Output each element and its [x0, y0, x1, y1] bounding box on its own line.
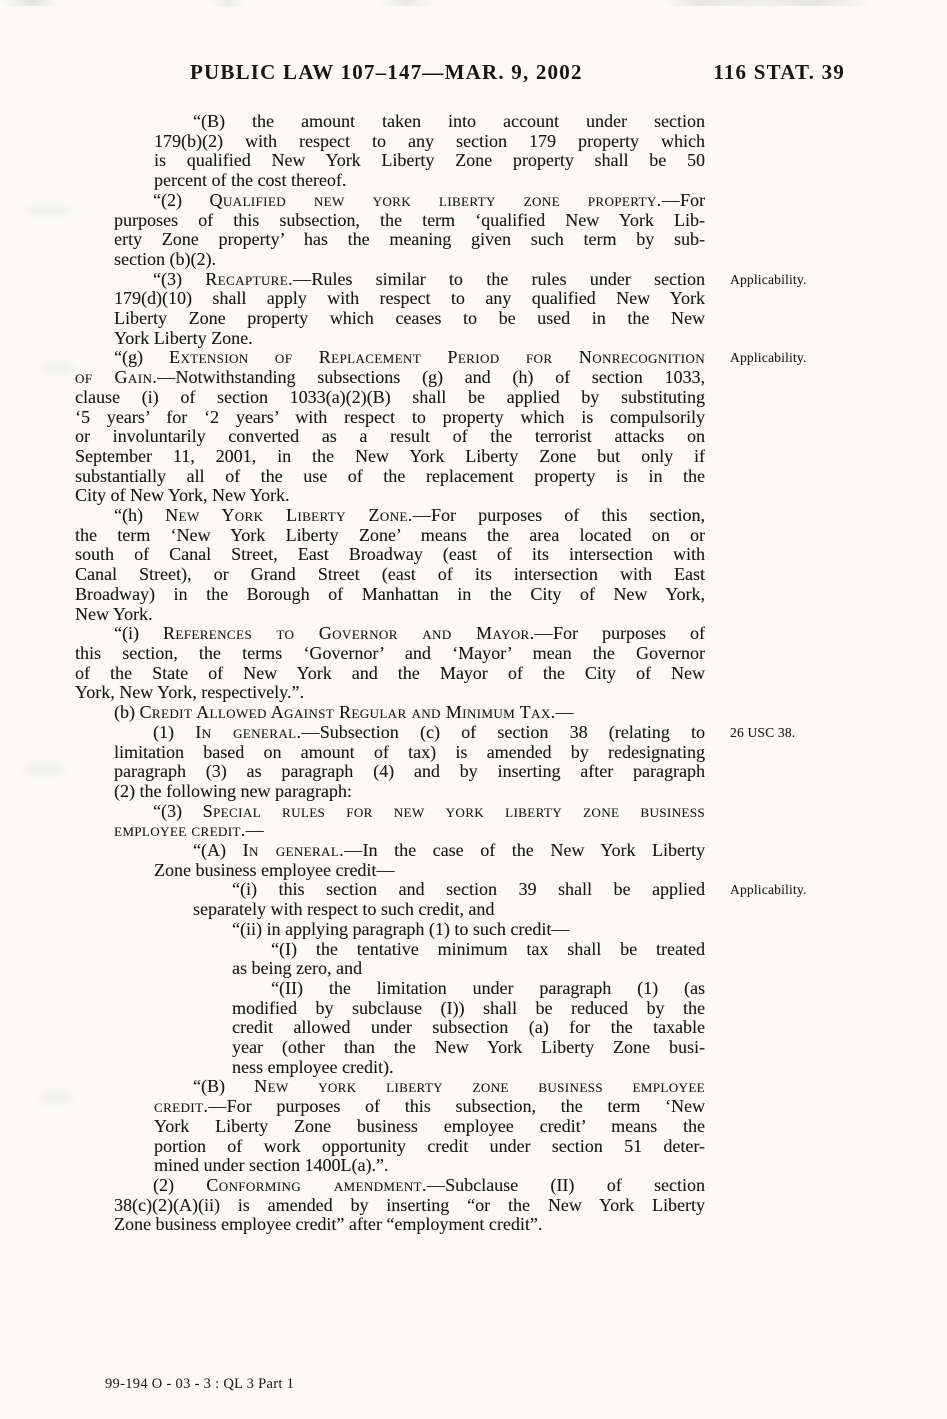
page-header	[0, 60, 947, 86]
text-line	[114, 309, 705, 329]
text-line	[75, 427, 705, 447]
text-line	[114, 191, 705, 211]
small-caps-run: Special rules for new york liberty zone business	[202, 800, 705, 821]
text-run: this section, the terms ‘Governor’ and ‘Mayor’ mean the Governor	[75, 642, 705, 663]
small-caps-run: In general.—	[242, 840, 363, 861]
text-run: Subsection (c) of section 38 (relating to	[319, 721, 705, 742]
small-caps-run: Conforming amendment.—	[206, 1174, 446, 1195]
text-line	[75, 348, 705, 368]
text-line	[75, 526, 705, 546]
text-run: (2) the following new paragraph:	[114, 780, 352, 801]
small-caps-run: Credit Allowed Against Regular and Minimum Tax.—	[139, 702, 574, 723]
statute-paragraph	[75, 721, 796, 802]
text-run: “(ii) in applying paragraph (1) to such credit—	[232, 918, 570, 939]
text-line	[114, 289, 705, 309]
text-run: Notwithstanding subsections (g) and (h) of section 1033,	[175, 367, 706, 388]
text-run: In the case of the New York Liberty	[362, 840, 706, 861]
text-line	[75, 605, 705, 625]
text-line	[75, 368, 705, 388]
text-line	[114, 723, 705, 743]
text-run: section (b)(2).	[114, 248, 216, 269]
text-run: “(i) this section and section 39 shall be applied	[232, 879, 705, 900]
statute-paragraph	[75, 703, 705, 723]
text-line	[114, 1176, 705, 1196]
text-run: “(3)	[153, 268, 206, 289]
text-line	[114, 802, 705, 822]
text-line	[75, 683, 705, 703]
document-body	[75, 111, 807, 1235]
text-line	[75, 585, 705, 605]
text-run: York Liberty Zone.	[114, 327, 253, 348]
scan-edge-artifact	[0, 0, 947, 6]
text-run: “(3)	[153, 800, 203, 821]
small-caps-run: In general.—	[195, 721, 320, 742]
text-line	[154, 1156, 705, 1176]
text-run: year (other than the New York Liberty Zone busi-	[232, 1037, 705, 1058]
statute-paragraph	[75, 940, 705, 979]
text-run: “(h)	[114, 505, 166, 526]
text-run: Zone business employee credit” after “employment credit”.	[114, 1214, 543, 1235]
text-line	[154, 1117, 705, 1137]
text-run: clause (i) of section 1033(a)(2)(B) shall be applied by substituting	[75, 386, 705, 407]
text-run: Zone business employee credit—	[154, 859, 395, 880]
text-run: 179(d)(10) shall apply with respect to any qualified New York	[114, 288, 705, 309]
text-line	[154, 1097, 705, 1117]
text-line	[232, 1018, 705, 1038]
small-caps-run: Extension of Replacement Period for Nonrecognition	[168, 347, 705, 368]
text-run: (2)	[153, 1174, 207, 1195]
text-line	[75, 624, 705, 644]
text-line	[75, 565, 705, 585]
small-caps-run: Qualified new york liberty zone property.—	[209, 189, 680, 210]
text-run: substantially all of the use of the replacement property is in the	[75, 465, 705, 486]
text-run: Rules similar to the rules under section	[311, 268, 705, 289]
text-line	[75, 467, 705, 487]
text-line	[154, 841, 705, 861]
statute-paragraph	[75, 802, 705, 841]
text-line	[154, 1077, 705, 1097]
text-run: For purposes of	[552, 623, 705, 644]
text-run: of the State of New York and the Mayor of the City of New	[75, 662, 705, 683]
text-run: “(B) the amount taken into account under section	[193, 111, 705, 131]
text-run: (1)	[153, 721, 196, 742]
text-run: York Liberty Zone business employee credit’ means the	[154, 1115, 705, 1136]
text-run: south of Canal Street, East Broadway (east of its intersection with	[75, 544, 705, 565]
scan-ghost-smudge	[38, 1092, 72, 1104]
text-line	[193, 920, 705, 940]
text-line	[75, 388, 705, 408]
small-caps-run: employee credit.—	[114, 820, 265, 841]
text-run: City of New York, New York.	[75, 485, 290, 506]
text-run: For	[679, 189, 705, 210]
small-caps-run: of Gain.—	[75, 367, 176, 388]
text-run: (b)	[114, 702, 140, 723]
text-run: “(A)	[193, 840, 243, 861]
margin-note: Applicability.	[730, 271, 807, 287]
small-caps-run: New york liberty zone business employee	[254, 1076, 705, 1097]
text-line	[232, 979, 705, 999]
text-line	[114, 762, 705, 782]
text-line	[75, 644, 705, 664]
statute-paragraph	[75, 112, 705, 191]
text-line	[75, 545, 705, 565]
text-run: “(I) the tentative minimum tax shall be treated	[271, 938, 705, 959]
text-run: paragraph (3) as paragraph (4) and by inserting after paragraph	[114, 761, 705, 782]
text-line	[232, 959, 705, 979]
text-run: Liberty Zone property which ceases to be used in the New	[114, 308, 705, 329]
statute-paragraph	[75, 1176, 705, 1235]
text-run: is qualified New York Liberty Zone property shall be 50	[154, 150, 705, 171]
text-line	[154, 861, 705, 881]
text-line	[75, 447, 705, 467]
statute-paragraph	[75, 979, 705, 1078]
text-line	[232, 999, 705, 1019]
text-line	[114, 1215, 705, 1235]
text-run: as being zero, and	[232, 958, 362, 979]
text-run: portion of work opportunity credit under section 51 deter-	[154, 1135, 705, 1156]
statute-paragraph	[75, 268, 807, 349]
text-run: purposes of this subsection, the term ‘qualified New York Lib-	[114, 209, 705, 230]
small-caps-run: credit.—	[154, 1096, 227, 1117]
text-line	[114, 230, 705, 250]
statute-paragraph	[75, 841, 705, 880]
text-line	[114, 743, 705, 763]
text-run: New York.	[75, 603, 153, 624]
text-line	[232, 1058, 705, 1078]
text-run: York, New York, respectively.”.	[75, 682, 304, 703]
print-code: 99-194 O - 03 - 3 : QL 3 Part 1	[105, 1376, 295, 1392]
statute-paragraph	[75, 191, 705, 270]
public-law-heading: PUBLIC LAW 107–147—MAR. 9, 2002	[190, 60, 583, 84]
text-run: 38(c)(2)(A)(ii) is amended by inserting “or the New York Liberty	[114, 1194, 705, 1215]
text-run: “(B)	[193, 1076, 255, 1097]
text-line	[114, 1196, 705, 1216]
margin-note: Applicability.	[730, 882, 807, 898]
text-run: limitation based on amount of tax) is amended by redesignating	[114, 741, 705, 762]
text-line	[114, 270, 705, 290]
text-run: erty Zone property’ has the meaning given such term by sub-	[114, 229, 705, 250]
text-run: Subclause (II) of section	[445, 1174, 705, 1195]
small-caps-run: Recapture.—	[205, 268, 312, 289]
text-run: Canal Street), or Grand Street (east of its intersection with East	[75, 564, 705, 585]
text-line	[75, 703, 705, 723]
text-line	[232, 1038, 705, 1058]
margin-note: Applicability.	[730, 350, 807, 366]
text-run: “(g)	[114, 347, 169, 368]
statute-page-number: 116 STAT. 39	[713, 60, 845, 84]
text-line	[154, 151, 705, 171]
text-line	[75, 408, 705, 428]
scan-ghost-smudge	[40, 362, 76, 374]
text-line	[154, 171, 705, 191]
text-line	[114, 329, 705, 349]
text-run: “(2)	[153, 189, 210, 210]
text-run: percent of the cost thereof.	[154, 170, 347, 191]
statute-paragraph	[75, 1077, 705, 1176]
small-caps-run: References to Governor and Mayor.—	[163, 623, 553, 644]
text-run: mined under section 1400L(a).”.	[154, 1155, 389, 1176]
text-run: “(II) the limitation under paragraph (1) (as	[271, 977, 705, 998]
text-run: separately with respect to such credit, and	[193, 899, 495, 920]
statute-paragraph	[75, 347, 807, 506]
text-run: Broadway) in the Borough of Manhattan in the City of New York,	[75, 583, 705, 604]
text-line	[193, 900, 705, 920]
text-line	[75, 506, 705, 526]
text-line	[114, 821, 705, 841]
text-run: ness employee credit).	[232, 1056, 394, 1077]
scan-ghost-smudge	[24, 762, 64, 776]
margin-note: 26 USC 38.	[730, 724, 796, 740]
statute-paragraph	[75, 624, 705, 703]
small-caps-run: New York Liberty Zone.—	[165, 505, 432, 526]
text-line	[154, 132, 705, 152]
text-run: September 11, 2001, in the New York Liberty Zone but only if	[75, 445, 705, 466]
text-line	[114, 211, 705, 231]
text-line	[75, 664, 705, 684]
text-run: For purposes of this section,	[431, 505, 705, 526]
text-line	[114, 250, 705, 270]
text-line	[114, 782, 705, 802]
text-line	[154, 112, 705, 132]
statute-paragraph	[75, 920, 705, 940]
text-line	[193, 880, 705, 900]
text-run: or involuntarily converted as a result of the terrorist attacks on	[75, 426, 705, 447]
text-run: ‘5 years’ for ‘2 years’ with respect to property which is compulsorily	[75, 406, 705, 427]
text-run: the term ‘New York Liberty Zone’ means the area located on or	[75, 524, 705, 545]
text-run: For purposes of this subsection, the term ‘New	[226, 1096, 705, 1117]
statute-paragraph	[75, 879, 807, 920]
text-line	[232, 940, 705, 960]
text-run: “(i)	[114, 623, 164, 644]
text-line	[154, 1137, 705, 1157]
text-line	[75, 486, 705, 506]
text-run: 179(b)(2) with respect to any section 179 property which	[154, 130, 705, 151]
scan-ghost-smudge	[26, 205, 70, 217]
text-run: modified by subclause (I)) shall be reduced by the	[232, 997, 705, 1018]
statute-paragraph	[75, 506, 705, 624]
text-run: credit allowed under subsection (a) for the taxable	[232, 1017, 705, 1038]
